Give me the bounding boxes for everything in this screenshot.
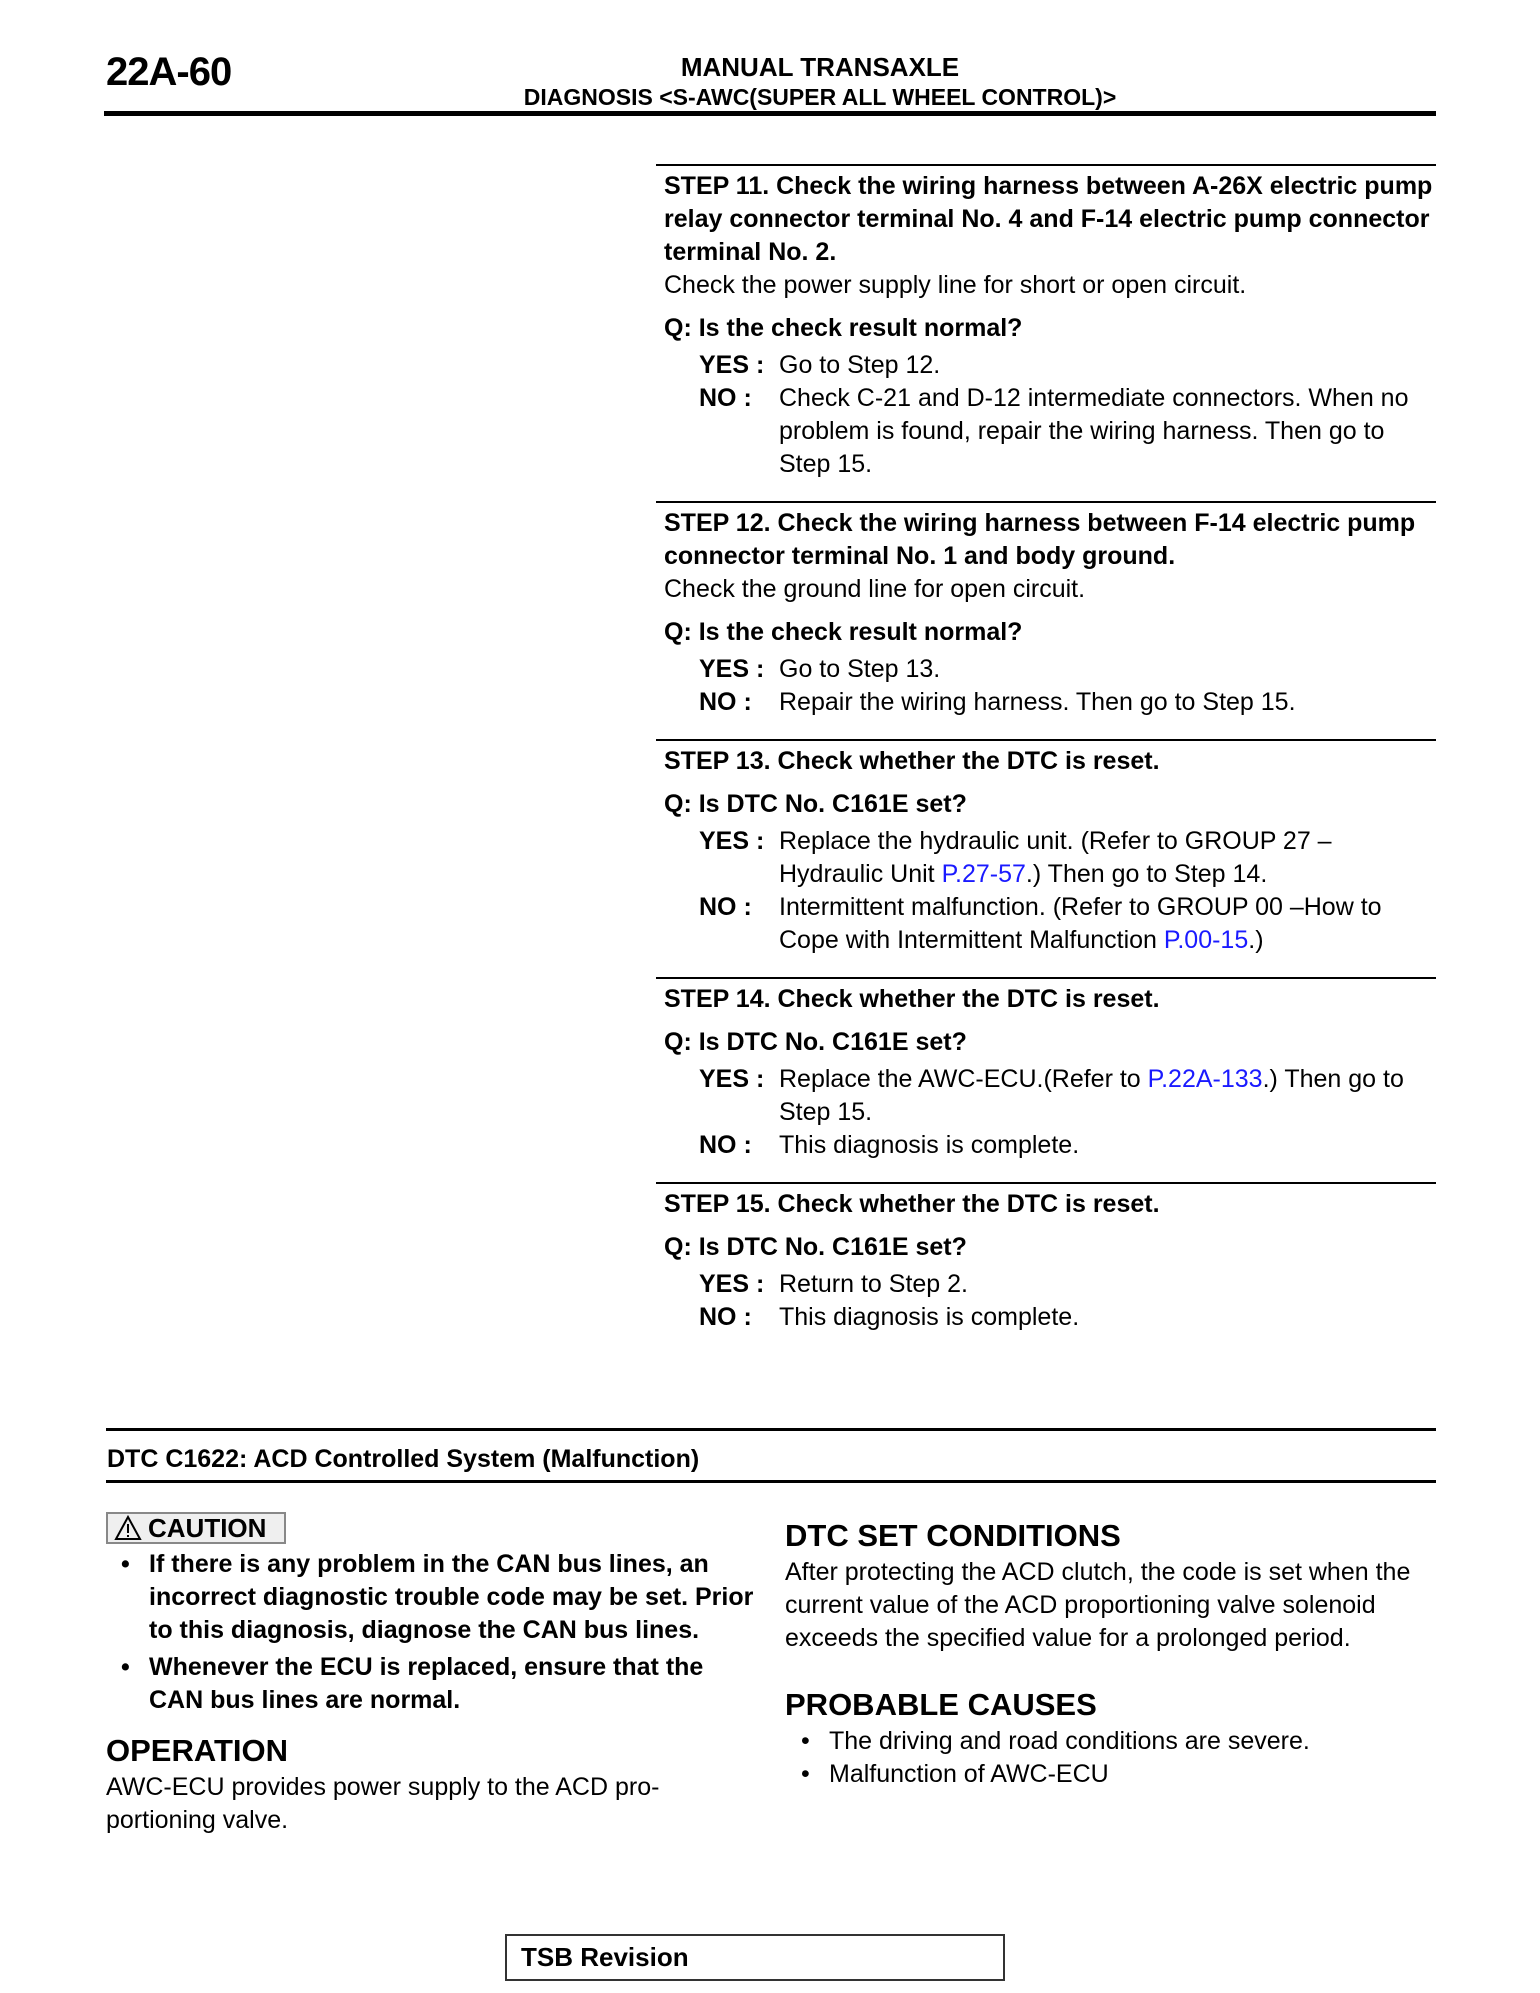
answer-yes (664, 1063, 1436, 1129)
dtc-title: DTC C1622: ACD Controlled System (Malfunction) (107, 1445, 700, 1473)
step-question: Q: Is DTC No. C161E set? (664, 790, 967, 818)
caution-item: • If there is any problem in the CAN bus lines, an incorrect diagnostic trouble code may be set. Prior to this diagnosis, diagnose the CAN bus lines. (106, 1548, 756, 1647)
yes-text-pre: Replace the hydraulic unit. (Refer to GROUP 27 – Hydraulic Unit (779, 827, 1332, 888)
answer-yes (664, 653, 1436, 686)
header-rule (104, 111, 1436, 116)
link-p00-15[interactable]: P.00-15 (1163, 926, 1249, 954)
yes-text (779, 1063, 1436, 1129)
yes-text: Go to Step 12. (779, 351, 941, 379)
probable-causes-list (785, 1725, 1435, 1791)
page-title: MANUAL TRANSAXLE (680, 52, 960, 82)
no-text: This diagnosis is complete. (779, 1303, 1080, 1331)
step-title: STEP 12. Check the wiring harness between F-14 electric pump connector terminal No. 1 and body ground. (664, 509, 1416, 570)
answer-yes (664, 825, 1436, 891)
link-p27-57[interactable]: P.27-57 (941, 860, 1026, 888)
yes-label: YES : (699, 351, 765, 379)
caution-item: • Whenever the ECU is replaced, ensure that the CAN bus lines are normal. (106, 1651, 756, 1717)
no-label: NO : (699, 688, 752, 716)
cause-item: • Malfunction of AWC-ECU (785, 1758, 1435, 1791)
link-p22a-133[interactable]: P.22A-133 (1147, 1065, 1263, 1093)
step-question: Q: Is the check result normal? (664, 618, 1023, 646)
caution-label: CAUTION (148, 1512, 267, 1543)
yes-label: YES : (699, 1270, 765, 1298)
yes-label: YES : (699, 1065, 765, 1093)
step-13 (656, 739, 1436, 977)
yes-text: Go to Step 13. (779, 655, 941, 683)
no-text-post: .) (1248, 926, 1264, 954)
tsb-label: TSB Revision (521, 1942, 689, 1972)
set-conditions-heading: DTC SET CONDITIONS (785, 1518, 1121, 1553)
step-11 (656, 164, 1436, 501)
set-conditions-text: After protecting the ACD clutch, the code is set when the current value of the ACD proportioning valve solenoid exceeds the specified value for a prolonged period. (785, 1558, 1411, 1652)
yes-label: YES : (699, 827, 765, 855)
yes-text-post: .) Then go to Step 15. (779, 1065, 1404, 1126)
step-title: STEP 14. Check whether the DTC is reset. (664, 985, 1160, 1013)
step-question: Q: Is DTC No. C161E set? (664, 1233, 967, 1261)
diagnosis-steps (656, 164, 1436, 1354)
yes-label: YES : (699, 655, 765, 683)
no-label: NO : (699, 1131, 752, 1159)
step-description: Check the ground line for open circuit. (664, 575, 1086, 603)
step-14 (656, 977, 1436, 1182)
no-label: NO : (699, 384, 752, 412)
no-label: NO : (699, 893, 752, 921)
cause-item: • The driving and road conditions are severe. (785, 1725, 1435, 1758)
step-title: STEP 15. Check whether the DTC is reset. (664, 1190, 1160, 1218)
step-question: Q: Is DTC No. C161E set? (664, 1028, 967, 1056)
page-number: 22A-60 (106, 50, 232, 94)
yes-text-post: .) Then go to Step 14. (1025, 860, 1268, 888)
warning-triangle-icon (114, 1515, 142, 1541)
answer-no (664, 1129, 1436, 1162)
yes-text (779, 825, 1436, 891)
operation-heading: OPERATION (106, 1733, 288, 1768)
step-15 (656, 1182, 1436, 1354)
probable-causes-heading: PROBABLE CAUSES (785, 1687, 1097, 1722)
answer-no (664, 382, 1436, 481)
dtc-right-column (785, 1516, 1435, 1791)
dtc-top-rule (106, 1428, 1436, 1431)
answer-no (664, 1301, 1436, 1334)
dtc-left-column (106, 1512, 756, 1837)
answer-no (664, 686, 1436, 719)
step-12 (656, 501, 1436, 739)
dtc-bottom-rule (106, 1480, 1436, 1483)
page-subtitle: DIAGNOSIS <S-AWC(SUPER ALL WHEEL CONTROL)> (523, 84, 1117, 110)
step-title: STEP 11. Check the wiring harness between A-26X electric pump relay connector terminal No. 4 and F-14 electric pump connector terminal No. 2. (664, 172, 1433, 266)
no-label: NO : (699, 1303, 752, 1331)
operation-text: AWC-ECU provides power supply to the ACD pro-portioning valve. (106, 1773, 660, 1834)
yes-text-pre: Replace the AWC-ECU.(Refer to (779, 1065, 1148, 1093)
answer-yes (664, 1268, 1436, 1301)
no-text (779, 891, 1436, 957)
caution-list (106, 1548, 756, 1717)
step-description: Check the power supply line for short or open circuit. (664, 271, 1247, 299)
answer-no (664, 891, 1436, 957)
step-question: Q: Is the check result normal? (664, 314, 1023, 342)
no-text: Repair the wiring harness. Then go to Step 15. (779, 688, 1296, 716)
no-text: This diagnosis is complete. (779, 1131, 1080, 1159)
answer-yes (664, 349, 1436, 382)
step-title: STEP 13. Check whether the DTC is reset. (664, 747, 1160, 775)
no-text-pre: Intermittent malfunction. (Refer to GROUP 00 –How to Cope with Intermittent Malfunction (779, 893, 1382, 954)
tsb-revision-box (505, 1934, 1005, 1981)
no-text: Check C-21 and D-12 intermediate connectors. When no problem is found, repair the wiring harness. Then go to Step 15. (779, 384, 1409, 478)
yes-text: Return to Step 2. (779, 1270, 969, 1298)
caution-badge (106, 1512, 286, 1544)
